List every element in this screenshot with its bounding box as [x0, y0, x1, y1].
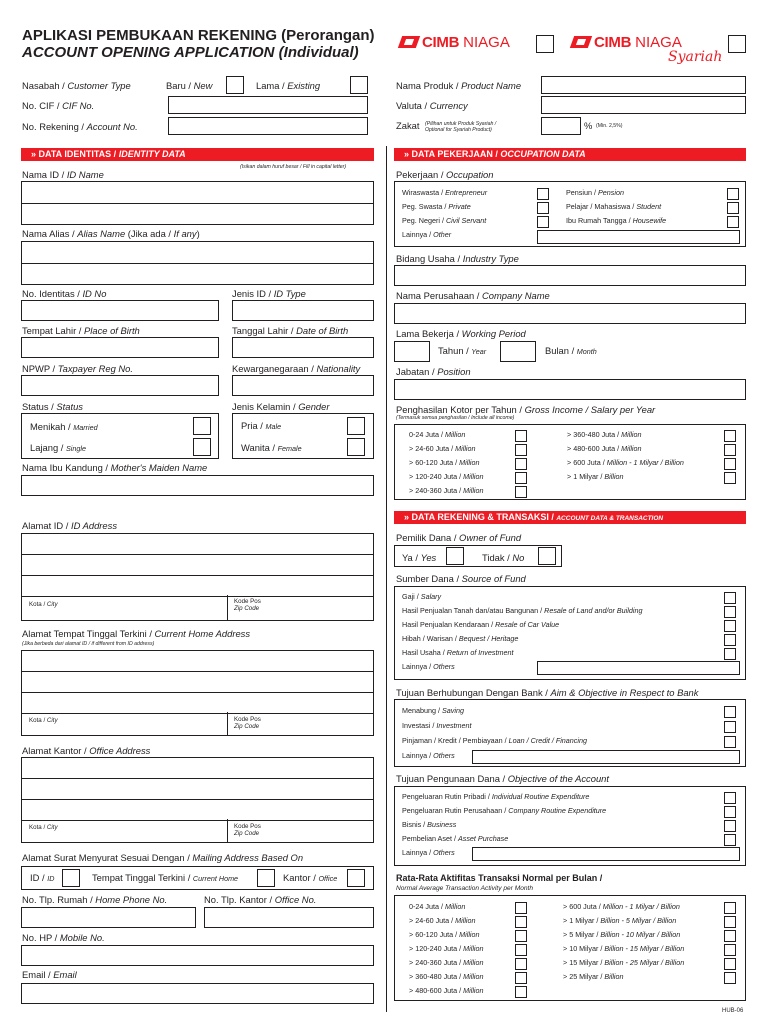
mail-home-label: Tempat Tinggal Terkini / Current Home	[92, 872, 239, 883]
source-other-field[interactable]	[537, 661, 740, 675]
occupation-label: Ibu Rumah Tangga / Housewife	[566, 216, 667, 225]
cimb-niaga-logo: CIMB NIAGA	[400, 30, 510, 54]
home-phone-field[interactable]	[21, 907, 196, 928]
income-checkbox[interactable]	[724, 458, 736, 470]
office-zip-label: Kode Pos Zip Code	[234, 823, 261, 838]
id-type-field[interactable]	[232, 300, 374, 321]
income-label: > 1 Milyar / Billion	[567, 472, 624, 481]
occupation-section-header: » DATA PEKERJAAN / OCCUPATION DATA	[394, 148, 746, 161]
income-checkbox[interactable]	[515, 430, 527, 442]
source-checkbox[interactable]	[724, 648, 736, 660]
mother-name-field[interactable]	[21, 475, 374, 496]
source-label: Gaji / Salary	[402, 592, 442, 601]
home-address-field[interactable]	[21, 650, 374, 736]
source-checkbox[interactable]	[724, 620, 736, 632]
id-zip-label: Kode Pos Zip Code	[234, 598, 261, 613]
yes-label: Ya / Yes	[402, 552, 437, 563]
occupation-label: Pensiun / Pension	[566, 188, 624, 197]
office-phone-label: No. Tlp. Kantor / Office No.	[204, 894, 317, 905]
objective-checkbox[interactable]	[724, 820, 736, 832]
customer-type-label: Nasabah / Customer Type	[22, 80, 131, 91]
zakat-label: Zakat	[396, 120, 420, 131]
cif-label: No. CIF / CIF No.	[22, 100, 95, 111]
objective-checkbox[interactable]	[724, 806, 736, 818]
income-checkbox[interactable]	[515, 472, 527, 484]
occupation-label: Pekerjaan / Occupation	[396, 169, 494, 180]
objective-label: Pembelian Aset / Asset Purchase	[402, 834, 509, 843]
years-label: Tahun / Year	[438, 345, 487, 356]
months-label: Bulan / Month	[545, 345, 597, 356]
id-address-split	[227, 595, 228, 621]
product-name-label: Nama Produk / Product Name	[396, 80, 522, 91]
industry-type-field[interactable]	[394, 265, 746, 286]
capital-letter-note: (Isikan dalam huruf besar / Fill in capital letter)	[240, 164, 347, 170]
income-label: > 24-60 Juta / Million	[409, 444, 476, 453]
account-no-field[interactable]	[168, 117, 368, 135]
company-name-field[interactable]	[394, 303, 746, 324]
avg-transaction-label: 0-24 Juta / Million	[409, 902, 466, 911]
income-label: > 120-240 Juta / Million	[409, 472, 484, 481]
gross-income-label: Penghasilan Kotor per Tahun / Gross Income / Salary per Year	[396, 404, 656, 415]
occupation-checkbox[interactable]	[727, 202, 739, 214]
single-checkbox[interactable]	[193, 438, 211, 456]
aim-checkbox[interactable]	[724, 736, 736, 748]
avg-transaction-label: > 600 Juta / Million - 1 Milyar / Billion	[563, 902, 680, 911]
aim-other-field[interactable]	[472, 750, 740, 764]
avg-transaction-label-en: Normal Average Transaction Activity per Month	[396, 885, 534, 892]
home-phone-label: No. Tlp. Rumah / Home Phone No.	[22, 894, 168, 905]
home-city-label: Kota / City	[29, 717, 58, 724]
single-label: Lajang / Single	[30, 442, 86, 453]
income-checkbox[interactable]	[724, 472, 736, 484]
birth-place-field[interactable]	[21, 337, 219, 358]
currency-label: Valuta / Currency	[396, 100, 468, 111]
column-divider	[386, 146, 387, 1012]
income-checkbox[interactable]	[515, 444, 527, 456]
account-section-header: » DATA REKENING & TRANSAKSI / ACCOUNT DATA & TRANSACTION	[394, 511, 746, 524]
avg-transaction-checkbox[interactable]	[515, 958, 527, 970]
avg-transaction-label: > 1 Milyar / Billion - 5 Milyar / Billion	[563, 916, 677, 925]
objective-other-field[interactable]	[472, 847, 740, 861]
mobile-label: No. HP / Mobile No.	[22, 932, 105, 943]
occupation-other-label: Lainnya / Other	[402, 230, 452, 239]
id-name-field[interactable]	[21, 181, 374, 225]
id-type-label: Jenis ID / ID Type	[232, 288, 306, 299]
product-name-field[interactable]	[541, 76, 746, 94]
working-months-field[interactable]	[500, 341, 536, 362]
birth-date-field[interactable]	[232, 337, 374, 358]
npwp-label: NPWP / Taxpayer Reg No.	[22, 363, 133, 374]
female-checkbox[interactable]	[347, 438, 365, 456]
objective-checkbox[interactable]	[724, 834, 736, 846]
home-address-note: (Jika berbeda dari alamat ID / if different from ID address)	[22, 641, 155, 647]
mobile-field[interactable]	[21, 945, 374, 966]
mail-home-checkbox[interactable]	[257, 869, 275, 887]
avg-transaction-checkbox[interactable]	[724, 958, 736, 970]
zakat-percent-field[interactable]	[541, 117, 581, 135]
existing-checkbox[interactable]	[350, 76, 368, 94]
form-title-en: ACCOUNT OPENING APPLICATION (Individual)	[22, 44, 359, 61]
id-address-field[interactable]	[21, 533, 374, 621]
home-address-split	[227, 712, 228, 736]
occupation-label: Wiraswasta / Entrepreneur	[402, 188, 488, 197]
source-label: Hasil Penjualan Tanah dan/atau Bangunan / Resale of Land and/or Building	[402, 606, 643, 615]
objective-label: Tujuan Pengunaan Dana / Objective of the Account	[396, 773, 609, 784]
avg-transaction-checkbox[interactable]	[724, 944, 736, 956]
office-address-label: Alamat Kantor / Office Address	[22, 745, 151, 756]
source-checkbox[interactable]	[724, 634, 736, 646]
occupation-label: Pelajar / Mahasiswa / Student	[566, 202, 662, 211]
alias-name-field[interactable]	[21, 241, 374, 285]
income-label: > 600 Juta / Million - 1 Milyar / Billion	[567, 458, 684, 467]
office-address-field[interactable]	[21, 757, 374, 843]
source-label: Hibah / Warisan / Bequest / Heritage	[402, 634, 519, 643]
nationality-label: Kewarganegaraan / Nationality	[232, 363, 361, 374]
objective-label: Pengeluaran Rutin Pribadi / Individual Routine Expenditure	[402, 792, 590, 801]
avg-transaction-label: > 10 Milyar / Billion - 15 Milyar / Billion	[563, 944, 685, 953]
account-no-label: No. Rekening / Account No.	[22, 121, 138, 132]
income-checkbox[interactable]	[724, 444, 736, 456]
id-city-label: Kota / City	[29, 601, 58, 608]
office-city-label: Kota / City	[29, 824, 58, 831]
occupation-other-field[interactable]	[537, 230, 740, 244]
aim-label: Lainnya / Others	[402, 751, 455, 760]
income-label: > 360-480 Juta / Million	[567, 430, 642, 439]
avg-transaction-label: Rata-Rata Aktifitas Transaksi Normal per Bulan /	[396, 873, 603, 883]
income-label: 0-24 Juta / Million	[409, 430, 466, 439]
avg-transaction-checkbox[interactable]	[724, 930, 736, 942]
home-zip-label: Kode Pos Zip Code	[234, 716, 261, 731]
occupation-checkbox[interactable]	[727, 216, 739, 228]
alias-name-label: Nama Alias / Alias Name (Jika ada / If any)	[22, 228, 200, 239]
objective-checkbox[interactable]	[724, 792, 736, 804]
id-no-label: No. Identitas / ID No	[22, 288, 107, 299]
aim-label: Pinjaman / Kredit / Pembiayaan / Loan / Credit / Financing	[402, 736, 587, 745]
avg-transaction-checkbox[interactable]	[515, 902, 527, 914]
new-checkbox[interactable]	[226, 76, 244, 94]
income-checkbox[interactable]	[724, 430, 736, 442]
new-label: Baru / New	[166, 80, 213, 91]
source-checkbox[interactable]	[724, 592, 736, 604]
source-of-fund-label: Sumber Dana / Source of Fund	[396, 573, 526, 584]
no-checkbox[interactable]	[538, 547, 556, 565]
nationality-field[interactable]	[232, 375, 374, 396]
married-label: Menikah / Married	[30, 421, 98, 432]
avg-transaction-checkbox[interactable]	[515, 972, 527, 984]
mail-id-label: ID / ID	[30, 872, 55, 883]
aim-label: Investasi / Investment	[402, 721, 472, 730]
avg-transaction-checkbox[interactable]	[515, 986, 527, 998]
mother-name-label: Nama Ibu Kandung / Mother's Maiden Name	[22, 462, 208, 473]
occupation-checkbox[interactable]	[537, 188, 549, 200]
cif-field[interactable]	[168, 96, 368, 114]
avg-transaction-label: > 5 Milyar / Billion - 10 Milyar / Billion	[563, 930, 681, 939]
mailing-address-label: Alamat Surat Menyurat Sesuai Dengan / Mailing Address Based On	[22, 852, 304, 863]
avg-transaction-checkbox[interactable]	[724, 972, 736, 984]
zakat-note: (Pilihan untuk Produk Syariah / Optional for Syariah Product)	[425, 121, 497, 133]
avg-transaction-checkbox[interactable]	[515, 916, 527, 928]
cimb-niaga-checkbox[interactable]	[536, 35, 554, 53]
income-note: (Termasuk semua penghasilan / Include all income)	[396, 415, 515, 421]
company-name-label: Nama Perusahaan / Company Name	[396, 290, 550, 301]
cimb-niaga-syariah-logo: CIMB NIAGA	[572, 30, 682, 54]
mail-office-label: Kantor / Office	[283, 872, 338, 883]
id-address-label: Alamat ID / ID Address	[22, 520, 118, 531]
avg-transaction-label: > 24-60 Juta / Million	[409, 916, 476, 925]
source-label: Hasil Usaha / Return of Investment	[402, 648, 514, 657]
income-checkbox[interactable]	[515, 458, 527, 470]
working-years-field[interactable]	[394, 341, 430, 362]
mail-office-checkbox[interactable]	[347, 869, 365, 887]
cimb-niaga-syariah-checkbox[interactable]	[728, 35, 746, 53]
aim-checkbox[interactable]	[724, 706, 736, 718]
married-checkbox[interactable]	[193, 417, 211, 435]
email-field[interactable]	[21, 983, 374, 1004]
position-field[interactable]	[394, 379, 746, 400]
avg-transaction-checkbox[interactable]	[515, 930, 527, 942]
yes-checkbox[interactable]	[446, 547, 464, 565]
birth-place-label: Tempat Lahir / Place of Birth	[22, 325, 140, 336]
home-address-label: Alamat Tempat Tinggal Terkini / Current Home Address	[22, 628, 251, 639]
occupation-label: Peg. Negeri / Civil Servant	[402, 216, 487, 225]
source-checkbox[interactable]	[724, 606, 736, 618]
id-no-field[interactable]	[21, 300, 219, 321]
aim-label: Menabung / Saving	[402, 706, 464, 715]
owner-of-fund-label: Pemilik Dana / Owner of Fund	[396, 532, 522, 543]
income-label: > 240-360 Juta / Million	[409, 486, 484, 495]
id-name-label: Nama ID / ID Name	[22, 169, 104, 180]
avg-transaction-label: > 60-120 Juta / Million	[409, 930, 480, 939]
form-code: HUB-06	[722, 1008, 744, 1014]
avg-transaction-label: > 15 Milyar / Billion - 25 Milyar / Billion	[563, 958, 685, 967]
working-period-label: Lama Bekerja / Working Period	[396, 328, 526, 339]
income-checkbox[interactable]	[515, 486, 527, 498]
avg-transaction-label: > 480-600 Juta / Million	[409, 986, 484, 995]
office-phone-field[interactable]	[204, 907, 374, 928]
source-label: Lainnya / Others	[402, 662, 455, 671]
occupation-checkbox[interactable]	[537, 216, 549, 228]
avg-transaction-label: > 25 Milyar / Billion	[563, 972, 624, 981]
avg-transaction-checkbox[interactable]	[724, 916, 736, 928]
zakat-min-note: (Min. 2,5%)	[596, 123, 623, 129]
email-label: Email / Email	[22, 969, 77, 980]
source-label: Hasil Penjualan Kendaraan / Resale of Car Value	[402, 620, 560, 629]
avg-transaction-label: > 240-360 Juta / Million	[409, 958, 484, 967]
income-label: > 480-600 Juta / Million	[567, 444, 642, 453]
birth-date-label: Tanggal Lahir / Date of Birth	[232, 325, 349, 336]
form-title: APLIKASI PEMBUKAAN REKENING (Perorangan)	[22, 27, 375, 44]
status-label: Status / Status	[22, 401, 83, 412]
occupation-label: Peg. Swasta / Private	[402, 202, 471, 211]
occupation-checkbox[interactable]	[727, 188, 739, 200]
currency-field[interactable]	[541, 96, 746, 114]
gender-label: Jenis Kelamin / Gender	[232, 401, 330, 412]
avg-transaction-checkbox[interactable]	[515, 944, 527, 956]
avg-transaction-checkbox[interactable]	[724, 902, 736, 914]
male-label: Pria / Male	[241, 420, 282, 431]
existing-label: Lama / Existing	[256, 80, 321, 91]
avg-transaction-label: > 120-240 Juta / Million	[409, 944, 484, 953]
objective-label: Lainnya / Others	[402, 848, 455, 857]
syariah-wordmark: Syariah	[668, 49, 723, 65]
identity-section-header: » DATA IDENTITAS / IDENTITY DATA	[21, 148, 374, 161]
no-label: Tidak / No	[482, 552, 525, 563]
male-checkbox[interactable]	[347, 417, 365, 435]
npwp-field[interactable]	[21, 375, 219, 396]
avg-transaction-label: > 360-480 Juta / Million	[409, 972, 484, 981]
income-label: > 60-120 Juta / Million	[409, 458, 480, 467]
position-label: Jabatan / Position	[396, 366, 471, 377]
aim-checkbox[interactable]	[724, 721, 736, 733]
aim-label: Tujuan Berhubungan Dengan Bank / Aim & Objective in Respect to Bank	[396, 687, 699, 698]
occupation-checkbox[interactable]	[537, 202, 549, 214]
percent-sign: %	[584, 120, 593, 131]
office-address-split	[227, 819, 228, 843]
female-label: Wanita / Female	[241, 442, 302, 453]
industry-type-label: Bidang Usaha / Industry Type	[396, 253, 519, 264]
mail-id-checkbox[interactable]	[62, 869, 80, 887]
objective-label: Pengeluaran Rutin Perusahaan / Company Routine Expenditure	[402, 806, 607, 815]
objective-label: Bisnis / Business	[402, 820, 457, 829]
